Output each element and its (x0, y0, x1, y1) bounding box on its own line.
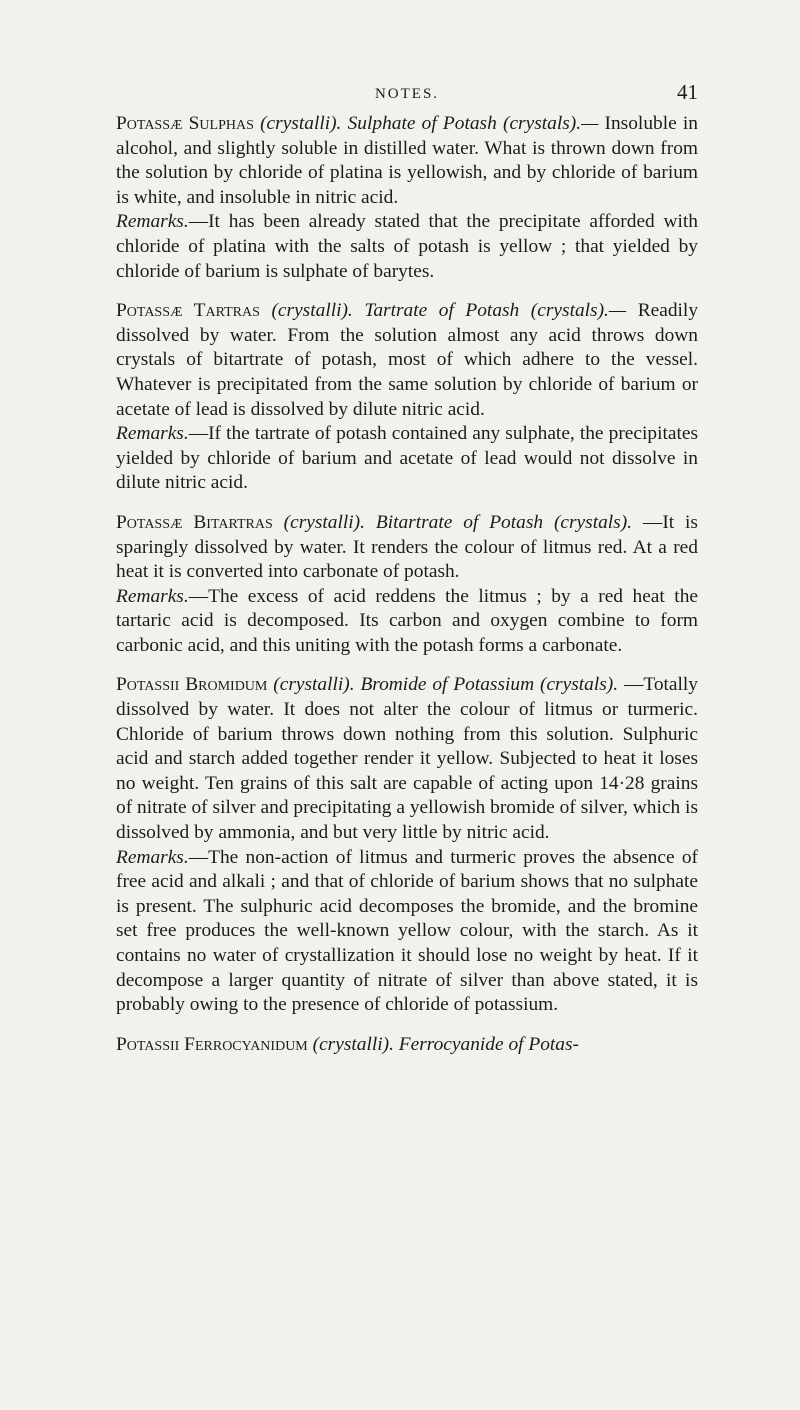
page-body (116, 112, 698, 1072)
entry-latin-paren: (crystalli). (312, 1033, 394, 1055)
entry-english-name: Sulphate of Potash (crystals).— (347, 113, 599, 134)
entry-potassii-bromidum (116, 673, 698, 1017)
entry-remarks (116, 422, 698, 496)
entry-paragraph (116, 1033, 698, 1058)
entry-english-name: Bitartrate of Potash (crystals). (375, 511, 633, 533)
entry-english-name: Tartrate of Potash (crystals).— (364, 300, 627, 322)
page-number: 41 (677, 80, 698, 104)
entry-paragraph (116, 673, 698, 845)
page-header (116, 80, 698, 110)
remarks-label: Remarks. (116, 211, 189, 233)
entry-paragraph (116, 112, 698, 210)
remarks-text: —The excess of acid reddens the litmus ; by a red heat the tartaric acid is decomposed. Its carbon and oxygen combine to form carbonic acid, and this uniting with the potash forms a carbonate. (116, 585, 698, 656)
entry-latin-paren: (crystalli). (260, 113, 342, 134)
entry-potassae-bitartras (116, 511, 698, 659)
running-head: NOTES. (374, 86, 440, 102)
entry-remarks (116, 585, 698, 659)
entry-remarks (116, 846, 698, 1018)
entry-latin-name: Potassii Bromidum (116, 674, 268, 696)
entry-latin-name: Potassæ Bitartras (116, 511, 273, 533)
remarks-text: —It has been already stated that the precipitate afforded with chloride of platina with the salts of potash is yellow ; that yielded by chloride of barium is sulphate of barytes. (116, 211, 698, 282)
entry-latin-paren: (crystalli). (283, 511, 365, 533)
entry-paragraph (116, 299, 698, 422)
entry-latin-name: Potassii Ferrocyanidum (116, 1033, 308, 1055)
entry-description: —It is sparingly dissolved by water. It renders the colour of litmus red. At a red heat it is converted into carbonate of potash. (116, 511, 698, 583)
entry-description: Readily dissolved by water. From the solution almost any acid throws down crystals of bitartrate of potash, most of which adhere to the vessel. Whatever is precipitated from the same solution by chloride of barium or acetate of lead is dissolved by dilute nitric acid. (116, 300, 699, 420)
entry-remarks (116, 210, 698, 284)
remarks-text: —The non-action of litmus and turmeric proves the absence of free acid and alkali ; and that of chloride of barium shows that no sulphate is present. The sulphuric acid decomposes the bromide, and the bromine set free produces the well-known yellow colour, with the starch. As it contains no water of crystallization it should lose no weight by heat. If it decompose a larger quantity of nitrate of silver than above stated, it is probably owing to the presence of chloride of potassium. (116, 846, 698, 1016)
entry-latin-name: Potassæ Tartras (116, 300, 260, 322)
remarks-label: Remarks. (116, 585, 189, 607)
entry-latin-paren: (crystalli). (273, 674, 355, 696)
entry-potassii-ferrocyanidum (116, 1033, 698, 1058)
remarks-text: —If the tartrate of potash contained any sulphate, the precipitates yielded by chloride of barium and acetate of lead would not dissolve in dilute nitric acid. (116, 423, 698, 494)
entry-potassae-tartras (116, 299, 698, 496)
entry-potassae-sulphas (116, 112, 698, 284)
entry-latin-name: Potassæ Sulphas (116, 113, 254, 134)
entry-description: —Totally dissolved by water. It does not alter the colour of litmus or turmeric. Chloride of barium throws down nothing from this solution. Sulphuric acid and starch added together render it yellow. Subjected to heat it loses no weight. Ten grains of this salt are capable of acting upon 14·28 grains of nitrate of silver and precipitating a yellowish bromide of silver, which is dissolved by ammonia, and but very little by nitric acid. (116, 674, 698, 844)
remarks-label: Remarks. (116, 423, 189, 445)
entry-description: Insoluble in alcohol, and slightly soluble in distilled water. What is thrown down from the solution by chloride of platina is yellowish, and by chloride of barium is white, and insoluble in nitric acid. (116, 113, 698, 208)
remarks-label: Remarks. (116, 846, 189, 868)
entry-latin-paren: (crystalli). (271, 300, 353, 322)
entry-english-name: Bromide of Potassium (crystals). (360, 674, 619, 696)
entry-paragraph (116, 511, 698, 585)
entry-english-name: Ferrocyanide of Potas- (398, 1033, 579, 1055)
